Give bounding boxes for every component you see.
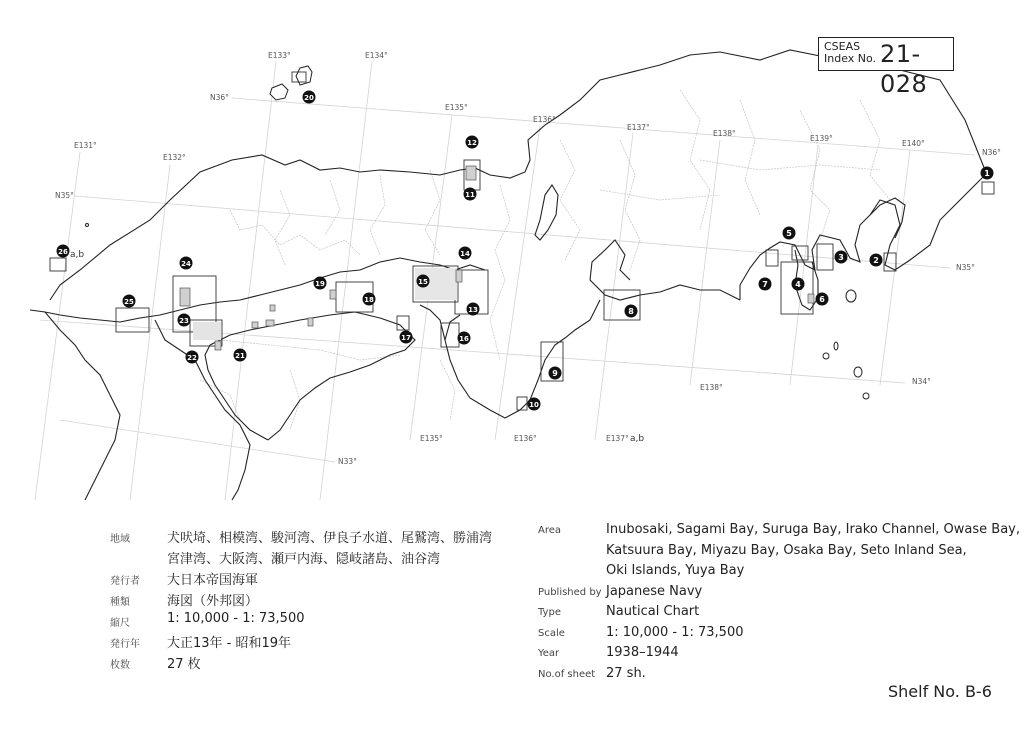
sheet-marker-10 xyxy=(528,398,541,411)
english-field-label: Year xyxy=(538,648,560,659)
index-label-org: CSEAS xyxy=(824,40,861,53)
svg-text:3: 3 xyxy=(838,253,844,262)
svg-text:14: 14 xyxy=(460,250,470,258)
sheet-marker-21 xyxy=(234,349,247,362)
index-label-text: Index No. xyxy=(824,52,877,65)
shelf-number: Shelf No. B-6 xyxy=(888,682,992,701)
english-field-label: No.of sheet xyxy=(538,668,596,680)
english-field-label: Published by xyxy=(538,586,602,598)
longitude-label: E132° xyxy=(163,153,186,162)
longitude-label: E136° xyxy=(514,434,537,443)
sheet-marker-26 xyxy=(57,245,70,258)
japanese-field-label: 地域 xyxy=(110,534,130,545)
longitude-label: E138° xyxy=(700,383,723,392)
svg-text:9: 9 xyxy=(552,369,558,378)
longitude-label: E133° xyxy=(268,51,291,60)
japanese-field-value: 1: 10,000 - 1: 73,500 xyxy=(167,611,305,626)
japanese-field-value: 犬吠埼、相模湾、駿河湾、伊良子水道、尾鷲湾、勝浦湾 xyxy=(167,531,493,546)
japanese-field-value: 宮津湾、大阪湾、瀬戸内海、隠岐諸島、油谷湾 xyxy=(167,552,441,567)
english-field-value: 1: 10,000 - 1: 73,500 xyxy=(606,624,744,640)
sheet-marker-15 xyxy=(417,275,430,288)
svg-text:1: 1 xyxy=(984,169,990,178)
islands xyxy=(86,66,870,399)
svg-text:19: 19 xyxy=(315,280,325,288)
sheet-variant-label: a,b xyxy=(630,434,645,444)
sheet-marker-23 xyxy=(178,314,191,327)
sheet-marker-20 xyxy=(303,91,316,104)
sheet-marker-25 xyxy=(123,295,136,308)
sheet-marker-7 xyxy=(759,278,772,291)
sheet-marker-17 xyxy=(400,331,413,344)
sheet-marker-13 xyxy=(467,303,480,316)
svg-text:17: 17 xyxy=(401,334,411,342)
japanese-field-label: 発行者 xyxy=(110,576,140,587)
sheet-marker-3 xyxy=(835,251,848,264)
english-field-value: Oki Islands, Yuya Bay xyxy=(606,563,745,578)
longitude-label: E134° xyxy=(365,51,388,60)
english-field-value: Inubosaki, Sagami Bay, Suruga Bay, Irako Channel, Owase Bay, xyxy=(606,522,1020,537)
sheet-marker-1 xyxy=(981,167,994,180)
latitude-label: N36° xyxy=(982,148,1001,157)
sheet-marker-16 xyxy=(458,332,471,345)
latitude-label: N35° xyxy=(956,263,975,272)
japanese-field-value: 27 枚 xyxy=(167,657,201,672)
svg-text:2: 2 xyxy=(873,256,879,265)
svg-text:5: 5 xyxy=(786,229,792,238)
english-field-value: 27 sh. xyxy=(606,665,646,681)
svg-text:13: 13 xyxy=(468,306,478,314)
latitude-label: N36° xyxy=(210,93,229,102)
sheet-marker-19 xyxy=(314,277,327,290)
longitude-label: E140° xyxy=(902,139,925,148)
svg-text:23: 23 xyxy=(179,317,189,325)
sheet-marker-14 xyxy=(459,247,472,260)
svg-text:25: 25 xyxy=(124,298,134,306)
english-field-value: Nautical Chart xyxy=(606,604,700,619)
sheet-marker-24 xyxy=(180,257,193,270)
svg-text:20: 20 xyxy=(304,94,314,102)
english-field-value: Katsuura Bay, Miyazu Bay, Osaka Bay, Seto Inland Sea, xyxy=(606,542,967,558)
svg-text:22: 22 xyxy=(187,354,197,362)
japanese-field-label: 種類 xyxy=(110,597,130,608)
longitude-label: E135° xyxy=(420,434,443,443)
index-number: 21-028 xyxy=(880,40,928,98)
latitude-label: N34° xyxy=(912,377,931,386)
sheet-marker-18 xyxy=(363,293,376,306)
sheet-marker-5 xyxy=(783,227,796,240)
longitude-label: E139° xyxy=(810,134,833,143)
svg-text:11: 11 xyxy=(465,191,475,199)
svg-text:15: 15 xyxy=(418,278,428,286)
index-label xyxy=(824,41,876,65)
sheet-marker-2 xyxy=(870,254,883,267)
sheet-marker-6 xyxy=(816,293,829,306)
svg-text:12: 12 xyxy=(467,139,477,147)
sheet-markers xyxy=(57,91,994,411)
longitude-label: E137° xyxy=(606,434,629,443)
coastline xyxy=(30,50,985,500)
japanese-field-value: 海図（外邦図） xyxy=(167,594,259,609)
longitude-label: E137° xyxy=(627,123,650,132)
prefecture-borders xyxy=(200,90,890,430)
japanese-field-value: 大正13年 - 昭和19年 xyxy=(167,636,292,651)
svg-text:10: 10 xyxy=(529,401,539,409)
svg-text:21: 21 xyxy=(235,352,245,360)
svg-text:16: 16 xyxy=(459,335,469,343)
graticule xyxy=(35,62,975,500)
english-field-value: 1938–1944 xyxy=(606,645,679,660)
shaded-sheets xyxy=(180,166,814,350)
sheet-variant-label: a,b xyxy=(70,250,85,260)
sheet-marker-22 xyxy=(186,351,199,364)
english-field-label: Scale xyxy=(538,627,565,639)
longitude-label: E138° xyxy=(713,129,736,138)
sheet-marker-9 xyxy=(549,367,562,380)
sheet-marker-8 xyxy=(625,305,638,318)
svg-text:6: 6 xyxy=(819,295,825,304)
sheet-marker-4 xyxy=(792,278,805,291)
japanese-field-label: 枚数 xyxy=(110,660,130,671)
longitude-label: E136° xyxy=(533,115,556,124)
svg-text:24: 24 xyxy=(181,260,191,268)
latitude-label: N33° xyxy=(338,457,357,466)
english-field-label: Type xyxy=(538,607,561,618)
japanese-field-label: 縮尺 xyxy=(110,618,130,629)
latitude-label: N35° xyxy=(55,191,74,200)
svg-text:18: 18 xyxy=(364,296,374,304)
sheet-marker-12 xyxy=(466,136,479,149)
english-field-value: Japanese Navy xyxy=(606,583,703,599)
svg-text:4: 4 xyxy=(795,280,801,289)
index-number-box xyxy=(818,37,954,98)
sheet-marker-11 xyxy=(464,188,477,201)
japanese-field-label: 発行年 xyxy=(110,639,140,650)
svg-text:26: 26 xyxy=(58,248,68,256)
svg-text:7: 7 xyxy=(762,280,768,289)
svg-text:8: 8 xyxy=(628,307,634,316)
english-field-label: Area xyxy=(538,525,562,536)
longitude-label: E131° xyxy=(74,141,97,150)
longitude-label: E135° xyxy=(445,103,468,112)
japanese-field-value: 大日本帝国海軍 xyxy=(167,573,259,588)
